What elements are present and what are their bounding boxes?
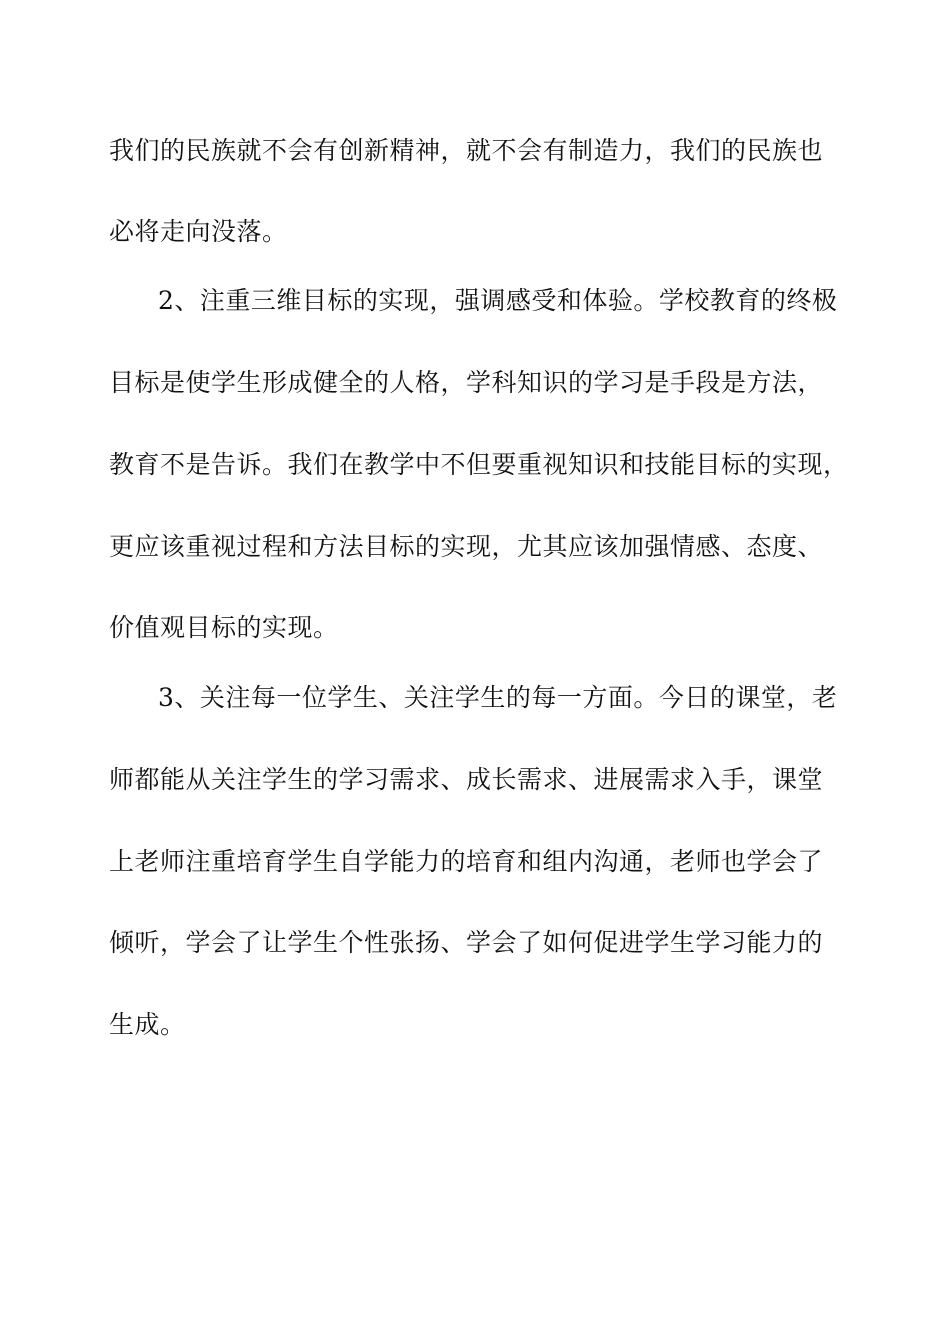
text-line: 目标是使学生形成健全的人格，学科知识的学习是手段是方法， (109, 368, 824, 397)
text-line: 倾听，学会了让学生个性张扬、学会了如何促进学生学习能力的 (109, 928, 824, 957)
text-line: 更应该重视过程和方法目标的实现，尤其应该加强情感、态度、 (109, 532, 824, 561)
text-line: 师都能从关注学生的学习需求、成长需求、进展需求入手，课堂 (109, 765, 824, 794)
text-line: 我们的民族就不会有创新精神，就不会有制造力，我们的民族也 (109, 136, 824, 165)
paragraph-start-line: 2、注重三维目标的实现，强调感受和体验。学校教育的终极 (158, 286, 838, 315)
text-line: 教育不是告诉。我们在教学中不但要重视知识和技能目标的实现， (109, 450, 849, 479)
text-line: 上老师注重培育学生自学能力的培育和组内沟通，老师也学会了 (109, 847, 824, 876)
paragraph-start-line: 3、关注每一位学生、关注学生的每一方面。今日的课堂，老 (158, 683, 838, 712)
text-line: 生成。 (109, 1010, 186, 1039)
text-line: 必将走向没落。 (109, 217, 288, 246)
text-line: 价值观目标的实现。 (109, 613, 339, 642)
